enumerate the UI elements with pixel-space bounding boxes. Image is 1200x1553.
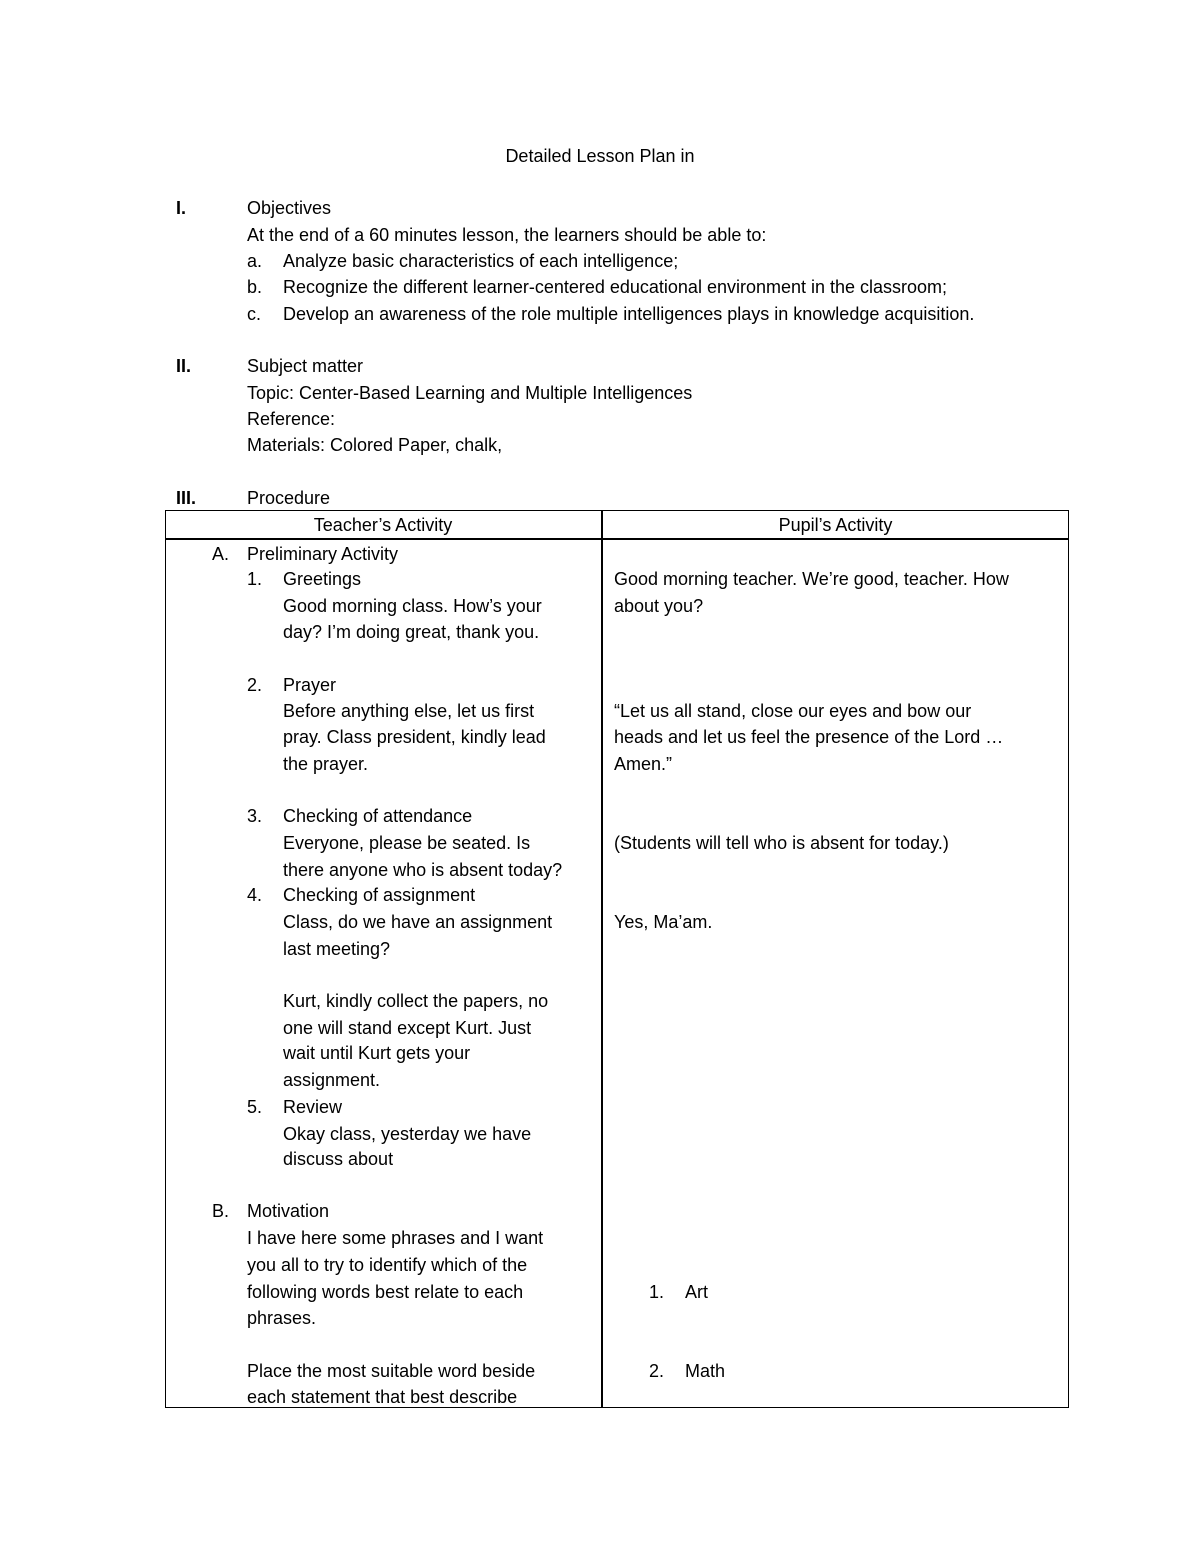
step-number: 3. (247, 806, 263, 826)
pupil-prayer-line: Amen.” (614, 754, 673, 774)
answer-text: Art (685, 1282, 709, 1302)
step-title: Review (283, 1097, 343, 1117)
objectives-intro: At the end of a 60 minutes lesson, the learners should be able to: (247, 225, 767, 245)
objective-letter: a. (247, 251, 263, 271)
section-b-title: Motivation (247, 1201, 330, 1221)
motivation-line: each statement that best describe (247, 1387, 518, 1407)
step-number: 5. (247, 1097, 263, 1117)
step-title: Checking of attendance (283, 806, 473, 826)
pupil-prayer-line: “Let us all stand, close our eyes and bow our (614, 701, 972, 721)
step-line: there anyone who is absent today? (283, 860, 563, 880)
step-line: assignment. (283, 1070, 381, 1090)
answer-number: 1. (649, 1282, 665, 1302)
teacher-activity-header: Teacher’s Activity (313, 515, 453, 535)
subject-materials: Materials: Colored Paper, chalk, (247, 435, 503, 455)
section-b-letter: B. (212, 1201, 230, 1221)
procedure-heading: Procedure (247, 488, 331, 508)
motivation-line: Place the most suitable word beside (247, 1361, 536, 1381)
objective-letter: c. (247, 304, 262, 324)
motivation-line: you all to try to identify which of the (247, 1255, 528, 1275)
step-number: 4. (247, 885, 263, 905)
objectives-heading: Objectives (247, 198, 332, 218)
pupil-attendance: (Students will tell who is absent for today.) (614, 833, 949, 853)
table-header-divider (165, 538, 1069, 540)
table-column-divider (601, 510, 603, 1408)
step-number: 2. (247, 675, 263, 695)
step-title: Checking of assignment (283, 885, 476, 905)
step-line: one will stand except Kurt. Just (283, 1018, 532, 1038)
objective-text: Develop an awareness of the role multiple intelligences plays in knowledge acquisition. (283, 304, 975, 324)
section-numeral-objectives: I. (176, 198, 187, 218)
answer-number: 2. (649, 1361, 665, 1381)
pupil-activity-header: Pupil’s Activity (778, 515, 893, 535)
motivation-line: I have here some phrases and I want (247, 1228, 544, 1248)
answer-text: Math (685, 1361, 726, 1381)
step-title: Greetings (283, 569, 362, 589)
objective-text: Recognize the different learner-centered educational environment in the classroom; (283, 277, 948, 297)
step-line: Class, do we have an assignment (283, 912, 553, 932)
pupil-greeting-line: Good morning teacher. We’re good, teacher. How (614, 569, 1009, 589)
step-line: discuss about (283, 1149, 394, 1169)
motivation-line: following words best relate to each (247, 1282, 524, 1302)
step-number: 1. (247, 569, 263, 589)
section-numeral-procedure: III. (176, 488, 197, 508)
motivation-line: phrases. (247, 1308, 317, 1328)
step-line: Good morning class. How’s your (283, 596, 542, 616)
subject-heading: Subject matter (247, 356, 364, 376)
section-numeral-subject: II. (176, 356, 192, 376)
section-a-letter: A. (212, 544, 230, 564)
step-title: Prayer (283, 675, 337, 695)
pupil-greeting-line: about you? (614, 596, 704, 616)
step-line: wait until Kurt gets your (283, 1043, 471, 1063)
pupil-assignment: Yes, Ma’am. (614, 912, 713, 932)
pupil-prayer-line: heads and let us feel the presence of the Lord … (614, 727, 1004, 747)
step-line: day? I’m doing great, thank you. (283, 622, 540, 642)
objective-text: Analyze basic characteristics of each intelligence; (283, 251, 679, 271)
objective-letter: b. (247, 277, 263, 297)
step-line: last meeting? (283, 939, 391, 959)
step-line: Before anything else, let us first (283, 701, 535, 721)
step-line: Okay class, yesterday we have (283, 1124, 532, 1144)
section-a-title: Preliminary Activity (247, 544, 399, 564)
document-title: Detailed Lesson Plan in (505, 146, 695, 166)
step-line: pray. Class president, kindly lead (283, 727, 546, 747)
subject-topic: Topic: Center-Based Learning and Multiple Intelligences (247, 383, 693, 403)
subject-reference: Reference: (247, 409, 336, 429)
step-line: Kurt, kindly collect the papers, no (283, 991, 549, 1011)
step-line: the prayer. (283, 754, 369, 774)
step-line: Everyone, please be seated. Is (283, 833, 531, 853)
